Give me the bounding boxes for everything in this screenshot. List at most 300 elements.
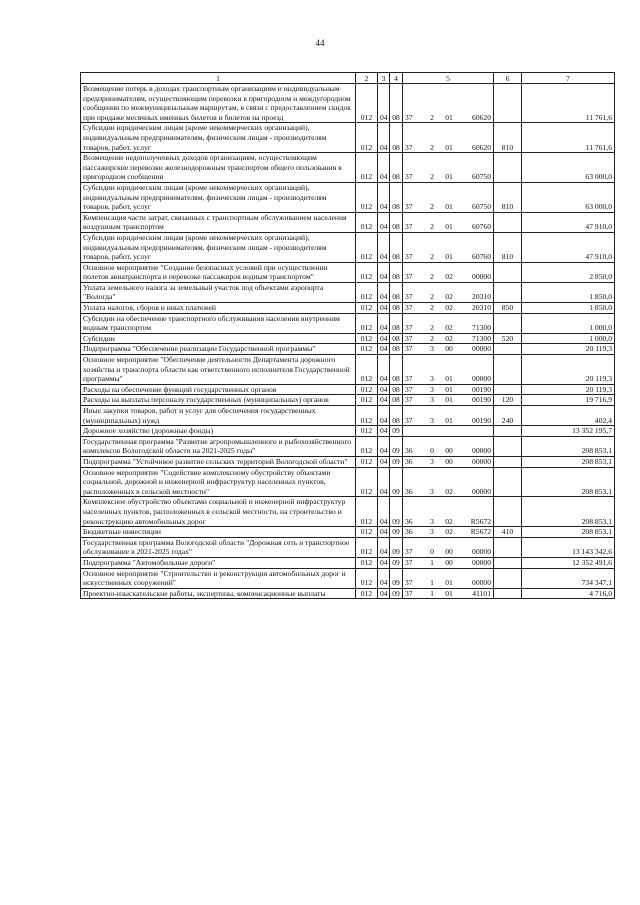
row-code-ministry: 012 <box>356 212 378 232</box>
csr-direction: 60620 <box>472 142 491 152</box>
row-name: Субсидии юридическим лицам (кроме некоммерческих организаций), индивидуальным предпринимателям, физическим лицам - производителям товаров, работ, услуг <box>81 232 356 262</box>
row-expense-type <box>494 344 522 355</box>
csr-program: 37 <box>405 272 413 282</box>
csr-direction: 00190 <box>472 415 491 425</box>
row-target-article <box>403 456 494 467</box>
csr-event: 01 <box>445 395 453 405</box>
csr-event: 02 <box>445 292 453 302</box>
table-row <box>81 426 615 437</box>
column-header-6: 6 <box>494 73 522 84</box>
table-row <box>81 527 615 538</box>
row-code-subsection: 08 <box>390 232 403 262</box>
row-code-section: 04 <box>378 182 390 212</box>
row-code-section: 04 <box>378 262 390 282</box>
csr-subprogram: 2 <box>430 252 434 262</box>
csr-program: 37 <box>405 374 413 384</box>
csr-event: 02 <box>445 333 453 343</box>
row-amount: 63 000,0 <box>522 153 615 183</box>
table-row <box>81 123 615 153</box>
row-expense-type <box>494 384 522 395</box>
row-target-article <box>403 527 494 538</box>
row-expense-type <box>494 426 522 437</box>
row-code-ministry: 012 <box>356 537 378 557</box>
row-code-subsection: 09 <box>390 436 403 456</box>
csr-subprogram: 2 <box>430 272 434 282</box>
column-header-3: 3 <box>378 73 390 84</box>
row-code-subsection: 08 <box>390 84 403 123</box>
csr-event: 01 <box>445 252 453 262</box>
csr-program: 37 <box>405 292 413 302</box>
row-code-ministry: 012 <box>356 355 378 385</box>
csr-direction: 71300 <box>472 333 491 343</box>
row-target-article <box>403 333 494 344</box>
row-target-article <box>403 426 494 437</box>
csr-event: 00 <box>445 456 453 466</box>
csr-direction: R5672 <box>470 516 491 526</box>
row-target-article <box>403 232 494 262</box>
csr-subprogram: 2 <box>430 303 434 313</box>
table-header-row <box>81 73 615 84</box>
csr-direction: 00000 <box>472 446 491 456</box>
csr-program: 37 <box>405 172 413 182</box>
row-target-article <box>403 182 494 212</box>
csr-direction: 00190 <box>472 384 491 394</box>
row-code-subsection: 08 <box>390 303 403 314</box>
row-code-subsection: 08 <box>390 344 403 355</box>
csr-subprogram: 2 <box>430 292 434 302</box>
row-code-section: 04 <box>378 123 390 153</box>
row-code-ministry: 012 <box>356 406 378 426</box>
row-expense-type: 410 <box>494 527 522 538</box>
row-code-section: 04 <box>378 303 390 314</box>
row-code-ministry: 012 <box>356 467 378 497</box>
csr-subprogram: 3 <box>430 384 434 394</box>
row-expense-type <box>494 355 522 385</box>
row-target-article <box>403 467 494 497</box>
csr-event: 00 <box>445 446 453 456</box>
csr-event: 00 <box>445 557 453 567</box>
page-number: 44 <box>315 38 325 48</box>
column-header-1: 1 <box>81 73 356 84</box>
row-name: Субсидии <box>81 333 356 344</box>
row-amount: 2 850,0 <box>522 262 615 282</box>
csr-event: 01 <box>445 172 453 182</box>
row-code-ministry: 012 <box>356 303 378 314</box>
csr-direction: 00000 <box>472 374 491 384</box>
row-expense-type: 520 <box>494 333 522 344</box>
row-code-subsection: 09 <box>390 557 403 568</box>
row-code-subsection: 09 <box>390 527 403 538</box>
csr-direction: 60620 <box>472 112 491 122</box>
row-name: Подпрограмма "Устойчивое развитие сельских территорий Вологодской области" <box>81 456 356 467</box>
row-amount: 1 000,0 <box>522 313 615 333</box>
row-code-ministry: 012 <box>356 313 378 333</box>
csr-event: 02 <box>445 486 453 496</box>
row-code-section: 04 <box>378 537 390 557</box>
row-code-subsection: 09 <box>390 537 403 557</box>
csr-direction: 00000 <box>472 547 491 557</box>
row-name: Уплата налогов, сборов и иных платежей <box>81 303 356 314</box>
row-name: Проектно-изыскательские работы, экспертизы, компенсационные выплаты <box>81 588 356 599</box>
row-target-article <box>403 123 494 153</box>
csr-subprogram: 1 <box>430 588 434 598</box>
table-row <box>81 182 615 212</box>
row-expense-type <box>494 436 522 456</box>
row-code-section: 04 <box>378 588 390 599</box>
csr-program: 37 <box>405 333 413 343</box>
row-target-article <box>403 282 494 302</box>
csr-event: 01 <box>445 202 453 212</box>
row-expense-type: 120 <box>494 395 522 406</box>
row-code-ministry: 012 <box>356 84 378 123</box>
csr-program: 37 <box>405 547 413 557</box>
row-expense-type <box>494 497 522 527</box>
row-target-article <box>403 355 494 385</box>
csr-event: 01 <box>445 578 453 588</box>
csr-event: 01 <box>445 384 453 394</box>
row-name: Основное мероприятие "Строительство и реконструкция автомобильных дорог и искусственных сооружений" <box>81 568 356 588</box>
table-row <box>81 557 615 568</box>
row-amount: 63 000,0 <box>522 182 615 212</box>
table-row <box>81 153 615 183</box>
row-code-subsection: 08 <box>390 123 403 153</box>
row-amount: 47 910,0 <box>522 232 615 262</box>
row-code-subsection: 08 <box>390 384 403 395</box>
row-name: Субсидии юридическим лицам (кроме некоммерческих организаций), индивидуальным предпринимателям, физическим лицам - производителям товаров, работ, услуг <box>81 182 356 212</box>
column-header-4: 4 <box>390 73 403 84</box>
csr-program: 37 <box>405 252 413 262</box>
row-name: Основное мероприятие "Создание безопасных условий при осуществлении полетов авиатранспорта и перевозке пассажиров водным транспортом" <box>81 262 356 282</box>
row-target-article <box>403 588 494 599</box>
row-expense-type: 810 <box>494 232 522 262</box>
row-code-subsection: 08 <box>390 153 403 183</box>
row-name: Возмещение потерь в доходах транспортным организациям и индивидуальным предпринимателям, осуществляющим перевозки в пригородном и междугородном сообщении по межмуниципальным маршрутам, в связи с предоставлением скидок при продаже месячных именных билетов и билетов на проезд <box>81 84 356 123</box>
csr-direction: 20310 <box>472 303 491 313</box>
row-code-section: 04 <box>378 84 390 123</box>
row-amount: 19 716,9 <box>522 395 615 406</box>
row-code-section: 04 <box>378 557 390 568</box>
row-code-subsection: 09 <box>390 588 403 599</box>
row-target-article <box>403 262 494 282</box>
csr-subprogram: 2 <box>430 112 434 122</box>
row-expense-type <box>494 212 522 232</box>
row-code-section: 04 <box>378 212 390 232</box>
row-expense-type <box>494 456 522 467</box>
row-target-article <box>403 303 494 314</box>
csr-direction: 60760 <box>472 222 491 232</box>
row-code-ministry: 012 <box>356 456 378 467</box>
row-amount: 1 000,0 <box>522 333 615 344</box>
csr-program: 36 <box>405 486 413 496</box>
csr-program: 37 <box>405 323 413 333</box>
row-amount: 208 853,1 <box>522 456 615 467</box>
row-code-section: 04 <box>378 384 390 395</box>
row-code-ministry: 012 <box>356 232 378 262</box>
row-name: Компенсация части затрат, связанных с транспортным обслуживанием населения воздушным транспортом <box>81 212 356 232</box>
row-amount: 1 850,0 <box>522 282 615 302</box>
row-amount: 208 853,1 <box>522 467 615 497</box>
csr-subprogram: 3 <box>430 374 434 384</box>
csr-event: 01 <box>445 142 453 152</box>
table-row <box>81 355 615 385</box>
row-code-subsection: 09 <box>390 426 403 437</box>
row-code-ministry: 012 <box>356 333 378 344</box>
row-code-subsection: 08 <box>390 333 403 344</box>
row-name: Субсидии на обеспечение транспортного обслуживания населения внутренним водным транспортом <box>81 313 356 333</box>
csr-direction: 00000 <box>472 578 491 588</box>
row-amount: 20 119,3 <box>522 355 615 385</box>
csr-program: 37 <box>405 112 413 122</box>
csr-event: 01 <box>445 222 453 232</box>
row-code-section: 04 <box>378 467 390 497</box>
row-code-subsection: 08 <box>390 355 403 385</box>
row-target-article <box>403 537 494 557</box>
csr-direction: 20310 <box>472 292 491 302</box>
row-code-section: 04 <box>378 153 390 183</box>
row-expense-type: 810 <box>494 123 522 153</box>
row-target-article <box>403 497 494 527</box>
table-row <box>81 84 615 123</box>
csr-direction: 00000 <box>472 486 491 496</box>
table-row <box>81 395 615 406</box>
row-code-ministry: 012 <box>356 384 378 395</box>
table-row <box>81 497 615 527</box>
table-body <box>81 84 615 599</box>
row-code-subsection: 08 <box>390 262 403 282</box>
row-name: Комплексное обустройство объектами социальной и инженерной инфраструктур населенных пунктов, расположенных в сельской местности, на строительство и реконструкцию автомобильных дорог <box>81 497 356 527</box>
row-code-section: 04 <box>378 497 390 527</box>
table-row <box>81 537 615 557</box>
row-amount: 402,4 <box>522 406 615 426</box>
csr-subprogram: 2 <box>430 202 434 212</box>
row-code-section: 04 <box>378 426 390 437</box>
csr-subprogram: 0 <box>430 547 434 557</box>
csr-program: 37 <box>405 557 413 567</box>
row-name: Подпрограмма "Автомобильные дороги" <box>81 557 356 568</box>
csr-direction: 60750 <box>472 202 491 212</box>
row-code-section: 04 <box>378 568 390 588</box>
csr-direction: 71300 <box>472 323 491 333</box>
row-code-ministry: 012 <box>356 568 378 588</box>
csr-direction: 00000 <box>472 344 491 354</box>
csr-direction: 60750 <box>472 172 491 182</box>
row-expense-type <box>494 588 522 599</box>
row-target-article <box>403 153 494 183</box>
table-row <box>81 282 615 302</box>
row-code-section: 04 <box>378 406 390 426</box>
row-name: Иные закупки товаров, работ и услуг для обеспечения государственных (муниципальных) нужд <box>81 406 356 426</box>
row-name: Расходы на выплаты персоналу государственных (муниципальных) органов <box>81 395 356 406</box>
csr-direction: 00000 <box>472 456 491 466</box>
row-amount: 20 119,3 <box>522 384 615 395</box>
csr-program: 36 <box>405 527 413 537</box>
csr-event: 02 <box>445 272 453 282</box>
row-code-subsection: 08 <box>390 182 403 212</box>
row-expense-type <box>494 313 522 333</box>
csr-direction: 00000 <box>472 272 491 282</box>
csr-subprogram: 2 <box>430 142 434 152</box>
row-code-subsection: 09 <box>390 568 403 588</box>
row-name: Основное мероприятие "Содействие комплексному обустройству объектами социальной, дорожной и инженерной инфраструктур населенных пунктов, расположенных в сельской местности" <box>81 467 356 497</box>
row-code-section: 04 <box>378 333 390 344</box>
table-row <box>81 436 615 456</box>
csr-event: 01 <box>445 374 453 384</box>
row-name: Бюджетные инвестиции <box>81 527 356 538</box>
csr-program: 37 <box>405 578 413 588</box>
row-expense-type <box>494 557 522 568</box>
row-amount: 1 850,0 <box>522 303 615 314</box>
csr-event: 02 <box>445 516 453 526</box>
table-row <box>81 232 615 262</box>
table-row <box>81 212 615 232</box>
csr-subprogram: 1 <box>430 578 434 588</box>
row-code-subsection: 08 <box>390 395 403 406</box>
row-target-article <box>403 313 494 333</box>
csr-program: 36 <box>405 456 413 466</box>
csr-subprogram: 3 <box>430 456 434 466</box>
row-target-article <box>403 436 494 456</box>
csr-program: 36 <box>405 516 413 526</box>
budget-table <box>80 72 615 599</box>
csr-program: 36 <box>405 446 413 456</box>
row-code-section: 04 <box>378 527 390 538</box>
row-name: Дорожное хозяйство (дорожные фонды) <box>81 426 356 437</box>
row-name: Основное мероприятие "Обеспечение деятельности Департамента дорожного хозяйства и транспорта области как ответственного исполнителя Государственной программы" <box>81 355 356 385</box>
row-target-article <box>403 557 494 568</box>
csr-program: 37 <box>405 202 413 212</box>
row-target-article <box>403 384 494 395</box>
row-amount: 13 352 195,7 <box>522 426 615 437</box>
row-name: Субсидии юридическим лицам (кроме некоммерческих организаций), индивидуальным предпринимателям, физическим лицам - производителям товаров, работ, услуг <box>81 123 356 153</box>
row-expense-type <box>494 84 522 123</box>
row-amount: 4 716,0 <box>522 588 615 599</box>
table-row <box>81 344 615 355</box>
row-amount: 734 347,1 <box>522 568 615 588</box>
row-code-ministry: 012 <box>356 588 378 599</box>
csr-subprogram: 3 <box>430 395 434 405</box>
csr-event: 00 <box>445 547 453 557</box>
row-code-ministry: 012 <box>356 497 378 527</box>
row-name: Уплата земельного налога за земельный участок под объектами аэропорта "Вологда" <box>81 282 356 302</box>
row-expense-type <box>494 282 522 302</box>
csr-event: 00 <box>445 344 453 354</box>
row-amount: 47 910,0 <box>522 212 615 232</box>
table-row <box>81 262 615 282</box>
csr-subprogram: 2 <box>430 323 434 333</box>
row-amount: 208 853,1 <box>522 497 615 527</box>
row-code-ministry: 012 <box>356 282 378 302</box>
row-amount: 11 761,6 <box>522 84 615 123</box>
csr-subprogram: 1 <box>430 557 434 567</box>
table-row <box>81 456 615 467</box>
row-target-article <box>403 212 494 232</box>
csr-program: 37 <box>405 415 413 425</box>
row-target-article <box>403 344 494 355</box>
row-expense-type <box>494 467 522 497</box>
row-target-article <box>403 395 494 406</box>
csr-subprogram: 2 <box>430 333 434 343</box>
row-expense-type: 850 <box>494 303 522 314</box>
row-code-ministry: 012 <box>356 123 378 153</box>
column-header-5: 5 <box>403 73 494 84</box>
row-code-subsection: 08 <box>390 313 403 333</box>
row-code-subsection: 09 <box>390 467 403 497</box>
row-code-section: 04 <box>378 282 390 302</box>
csr-program: 37 <box>405 588 413 598</box>
csr-direction: 41101 <box>472 588 491 598</box>
row-code-ministry: 012 <box>356 182 378 212</box>
row-expense-type <box>494 153 522 183</box>
csr-subprogram: 2 <box>430 172 434 182</box>
column-header-2: 2 <box>356 73 378 84</box>
table-row <box>81 588 615 599</box>
csr-subprogram: 3 <box>430 344 434 354</box>
csr-program: 37 <box>405 222 413 232</box>
csr-subprogram: 3 <box>430 486 434 496</box>
csr-program: 37 <box>405 344 413 354</box>
row-amount: 13 143 342,6 <box>522 537 615 557</box>
row-name: Государственная программа Вологодской области "Дорожная сеть и транспортное обслуживание в 2021-2025 годах" <box>81 537 356 557</box>
row-code-ministry: 012 <box>356 153 378 183</box>
csr-direction: 60760 <box>472 252 491 262</box>
table-row <box>81 467 615 497</box>
row-code-subsection: 08 <box>390 406 403 426</box>
row-code-section: 04 <box>378 313 390 333</box>
csr-program: 37 <box>405 395 413 405</box>
csr-program: 37 <box>405 303 413 313</box>
row-amount: 20 119,3 <box>522 344 615 355</box>
row-target-article <box>403 568 494 588</box>
table-row <box>81 333 615 344</box>
row-expense-type <box>494 262 522 282</box>
row-code-ministry: 012 <box>356 436 378 456</box>
row-code-ministry: 012 <box>356 426 378 437</box>
row-target-article <box>403 84 494 123</box>
row-name: Расходы на обеспечение функций государственных органов <box>81 384 356 395</box>
csr-event: 01 <box>445 588 453 598</box>
row-code-ministry: 012 <box>356 527 378 538</box>
row-name: Возмещение недополученных доходов организациям, осуществляющим пассажирские перевозки железнодорожным транспортом общего пользования в пригородном сообщении <box>81 153 356 183</box>
row-code-section: 04 <box>378 436 390 456</box>
row-expense-type: 240 <box>494 406 522 426</box>
row-target-article <box>403 406 494 426</box>
row-amount: 208 853,1 <box>522 527 615 538</box>
csr-direction: R5672 <box>470 527 491 537</box>
row-amount: 11 761,6 <box>522 123 615 153</box>
row-code-section: 04 <box>378 456 390 467</box>
row-amount: 12 352 491,6 <box>522 557 615 568</box>
csr-subprogram: 3 <box>430 516 434 526</box>
csr-program: 37 <box>405 142 413 152</box>
row-name: Государственная программа "Развитие агропромышленного и рыбохозяйственного комплексов Вологодской области на 2021-2025 годы" <box>81 436 356 456</box>
row-code-subsection: 09 <box>390 456 403 467</box>
csr-event: 01 <box>445 112 453 122</box>
row-expense-type <box>494 537 522 557</box>
table-row <box>81 384 615 395</box>
table-row <box>81 568 615 588</box>
csr-subprogram: 3 <box>430 415 434 425</box>
row-amount: 208 853,1 <box>522 436 615 456</box>
row-code-subsection: 08 <box>390 212 403 232</box>
row-code-section: 04 <box>378 344 390 355</box>
row-code-ministry: 012 <box>356 262 378 282</box>
csr-subprogram: 0 <box>430 446 434 456</box>
row-code-ministry: 012 <box>356 344 378 355</box>
row-code-subsection: 08 <box>390 282 403 302</box>
row-code-ministry: 012 <box>356 557 378 568</box>
csr-event: 02 <box>445 303 453 313</box>
column-header-7: 7 <box>522 73 615 84</box>
